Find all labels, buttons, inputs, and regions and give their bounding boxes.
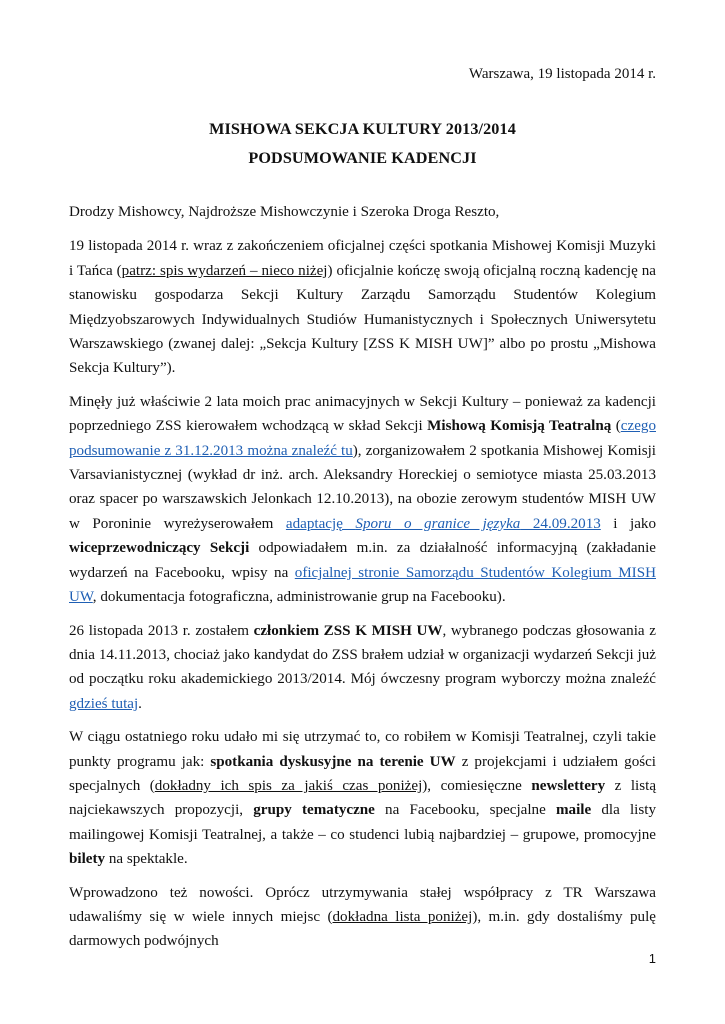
meetings-list-reference: dokładny ich spis za jakiś czas poniżej bbox=[154, 777, 423, 794]
text-span: Minęły już właściwie 2 lata moich prac animacyjnych w Sekcji Kultury – ponieważ za kadencji poprzedniego ZSS kierowałem wchodzącą w skład Sekcji bbox=[69, 393, 656, 435]
bold-text: grupy tematyczne bbox=[253, 802, 375, 819]
document-title: MISHOWA SEKCJA KULTURY 2013/2014 bbox=[209, 120, 516, 138]
text-span: 19 listopada 2014 r. wraz z zakończeniem oficjalnej części spotkania Mishowej Komisji Muzyki i Tańca ( bbox=[69, 238, 656, 279]
bold-text: bilety bbox=[69, 851, 106, 868]
document-body bbox=[69, 200, 656, 963]
text-span: Wprowadzono też nowości. Oprócz utrzymywania stałej współpracy z TR Warszawa udawaliśmy się w wiele innych miejsc ( bbox=[69, 884, 656, 925]
page-number: 1 bbox=[648, 951, 656, 966]
bold-text: wiceprzewodniczący Sekcji bbox=[69, 540, 250, 557]
greeting-paragraph: Drodzy Mishowcy, Najdroższe Mishowczynie i Szeroka Droga Reszto, bbox=[69, 204, 500, 220]
paragraph-2 bbox=[69, 390, 656, 610]
paragraph-5 bbox=[69, 881, 656, 954]
text-span: . bbox=[138, 695, 142, 712]
text-span: ( bbox=[611, 418, 621, 435]
text-span: z listą najciekawszych propozycji, bbox=[69, 777, 657, 819]
election-program-link[interactable]: gdzieś tutaj bbox=[69, 695, 139, 712]
summary-link[interactable]: czego podsumowanie z 31.12.2013 można znaleźć tu bbox=[69, 418, 656, 459]
bold-text: członkiem ZSS K MISH UW bbox=[253, 622, 443, 639]
paragraph-3 bbox=[69, 619, 656, 717]
text-span: ), zorganizowałem 2 spotkania Mishowej Komisji Varsavianistycznej (wykład dr inż. arch. Aleksandry Horeckiej o semiotyce miasta 25.03.2013 oraz spacer po warszawskich Jelonkach 12.10.2013), na obozie zerowym studentów MISH UW w Poroninie wyreżyserowałem bbox=[69, 442, 657, 532]
paragraph-1 bbox=[69, 234, 656, 380]
document-date: Warszawa, 19 listopada 2014 r. bbox=[468, 66, 656, 82]
text-span: i jako bbox=[600, 515, 656, 532]
text-span: na spektakle. bbox=[105, 851, 188, 868]
text-span: ), comiesięczne bbox=[422, 777, 532, 794]
text-span: , dokumentacja fotograficzna, administrowanie grup na Facebooku). bbox=[92, 589, 506, 606]
link-text: adaptację bbox=[285, 515, 356, 532]
text-span: W ciągu ostatniego roku udało mi się utrzymać to, co robiłem w Komisji Teatralnej, czyli takie punkty programu jak: bbox=[69, 729, 656, 770]
link-italic-title: Sporu o granice języka bbox=[355, 515, 521, 532]
adaptation-link[interactable] bbox=[286, 516, 601, 532]
text-span: , wybranego podczas głosowania z dnia 14.11.2013, chociaż jako kandydat do ZSS brałem udział w organizacji wydarzeń Sekcji już od początku roku akademickiego 2013/2014. Mój ówczesny program wyborczy można znaleźć bbox=[69, 622, 656, 688]
text-span: ), m.in. gdy dostaliśmy pulę darmowych podwójnych bbox=[69, 908, 656, 950]
text-span: 26 listopada 2013 r. zostałem bbox=[69, 622, 254, 639]
text-span: ) oficjalnie kończę swoją oficjalną roczną kadencję na stanowisku gospodarza Sekcji Kultury Zarządu Samorządu Studentów Kolegium Międzyobszarowych Indywidualnych Studiów Humanistycznych i Społecznych Uniwersytetu Warszawskiego (zwanej dalej: „Sekcja Kultury [ZSS K MISH UW]” albo po prostu „Mishowa Sekcja Kultury”). bbox=[69, 262, 656, 377]
text-span: na Facebooku, specjalne bbox=[374, 802, 556, 819]
events-list-reference: patrz: spis wydarzeń – nieco niżej bbox=[121, 262, 328, 279]
student-council-website-link[interactable]: oficjalnej stronie Samorządu Studentów Kolegium MISH UW bbox=[69, 564, 656, 606]
bold-text: maile bbox=[555, 802, 592, 819]
text-span: z projekcjami i udziałem gości specjalnych ( bbox=[69, 753, 657, 794]
places-list-reference: dokładna lista poniżej bbox=[332, 908, 473, 925]
text-span: dla listy mailingowej Komisji Teatralnej, a także – co studenci lubią najbardziej – grupowe, promocyjne bbox=[69, 802, 656, 843]
document-subtitle: PODSUMOWANIE KADENCJI bbox=[248, 149, 477, 167]
bold-text: Mishową Komisją Teatralną bbox=[427, 418, 612, 435]
text-span: odpowiadałem m.in. za działalność informacyjną (zakładanie wydarzeń na Facebooku, wpisy na bbox=[69, 540, 656, 581]
bold-text: spotkania dyskusyjne na terenie UW bbox=[210, 753, 456, 770]
paragraph-4 bbox=[69, 725, 656, 871]
bold-text: newslettery bbox=[531, 777, 606, 794]
link-text: 24.09.2013 bbox=[520, 515, 601, 532]
